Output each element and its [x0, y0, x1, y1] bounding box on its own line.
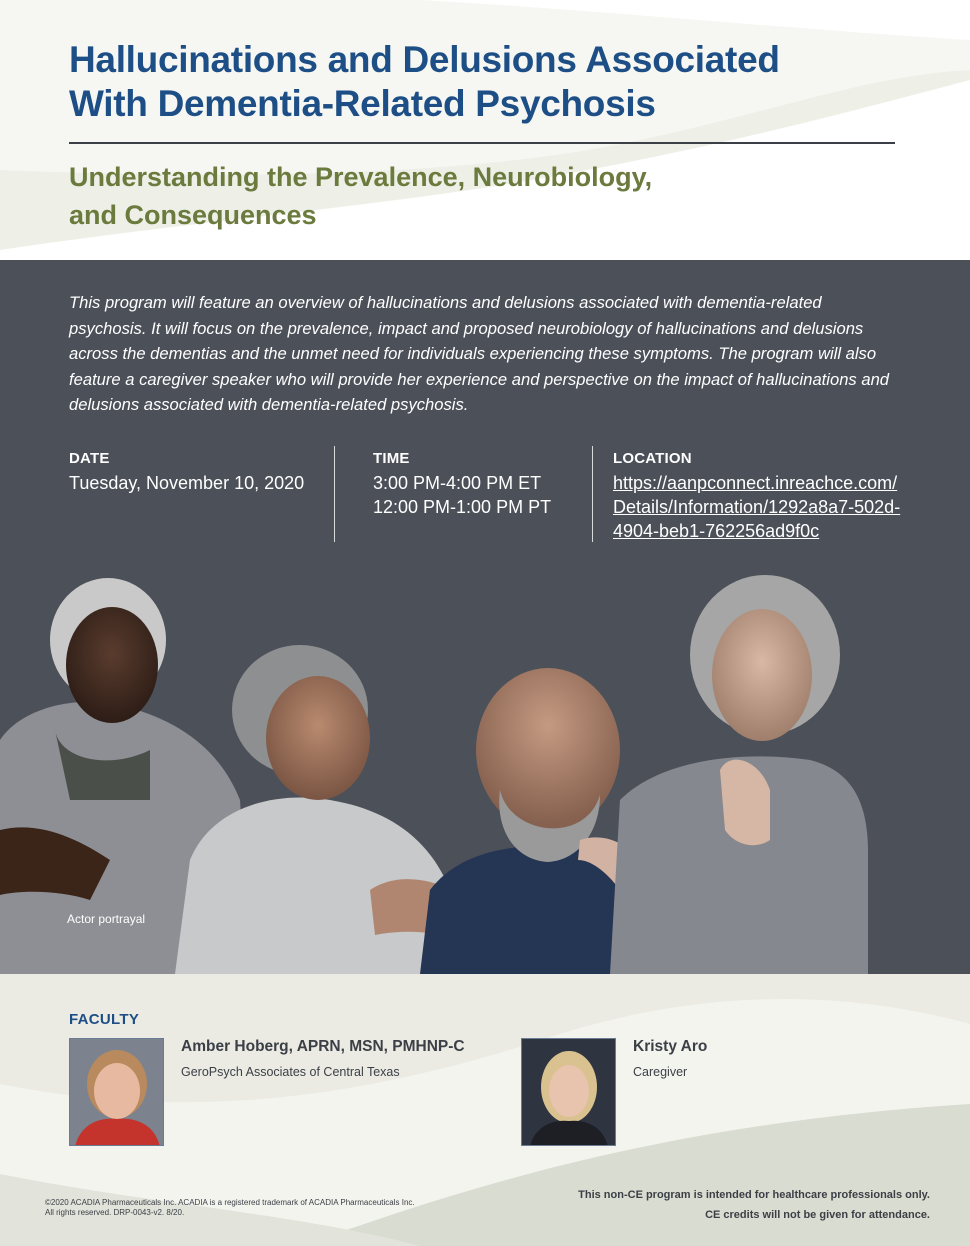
- page-subtitle-line2: and Consequences: [69, 200, 317, 230]
- disclaimer-line: CE credits will not be given for attendance.: [705, 1209, 930, 1221]
- location-block: [613, 450, 903, 543]
- page-title: [69, 38, 909, 126]
- copyright-line: ©2020 ACADIA Pharmaceuticals Inc. ACADIA is a registered trademark of ACADIA Pharmaceuticals Inc.: [45, 1198, 415, 1207]
- program-band: [0, 260, 970, 974]
- info-divider: [334, 446, 335, 542]
- time-et: 3:00 PM-4:00 PM ET: [373, 473, 542, 493]
- copyright-notice: [45, 1198, 465, 1218]
- page-title-line1: Hallucinations and Delusions Associated: [69, 39, 780, 80]
- disclaimer: [510, 1185, 930, 1225]
- faculty-name: Amber Hoberg, APRN, MSN, PMHNP-C: [181, 1038, 465, 1055]
- time-label: TIME: [373, 450, 410, 467]
- disclaimer-line: This non-CE program is intended for healthcare professionals only.: [578, 1189, 930, 1201]
- date-label: DATE: [69, 450, 110, 467]
- group-photo: [0, 560, 970, 974]
- page-subtitle-line1: Understanding the Prevalence, Neurobiology,: [69, 162, 653, 192]
- date-value: Tuesday, November 10, 2020: [69, 473, 305, 493]
- page-title-line2: With Dementia-Related Psychosis: [69, 83, 656, 124]
- faculty-heading: FACULTY: [69, 1011, 140, 1028]
- footer: [0, 974, 970, 1246]
- faculty-affiliation: Caregiver: [633, 1065, 688, 1079]
- program-description: This program will feature an overview of hallucinations and delusions associated with dementia-related psychosis. It will focus on the prevalence, impact and proposed neurobiology of hallucinations and delusions across the dementias and the unmet need for individuals experiencing these symptoms. The program will also feature a caregiver speaker who will provide her experience and perspective on the impact of hallucinations and delusions associated with dementia-related psychosis.: [69, 293, 890, 415]
- photo-caption: Actor portrayal: [67, 912, 146, 926]
- title-divider: [69, 142, 895, 144]
- info-divider: [592, 446, 593, 542]
- faculty-affiliation: GeroPsych Associates of Central Texas: [181, 1065, 400, 1079]
- faculty-name: Kristy Aro: [633, 1038, 708, 1055]
- copyright-line: All rights reserved. DRP-0043-v2. 8/20.: [45, 1208, 185, 1217]
- time-block: [373, 450, 583, 519]
- faculty-avatar: [521, 1038, 616, 1146]
- time-pt: 12:00 PM-1:00 PM PT: [373, 497, 552, 517]
- location-link[interactable]: https://aanpconnect.inreachce.com/Details/Information/1292a8a7-502d-4904-beb1-762256ad9f0c: [613, 473, 901, 541]
- page-subtitle: [69, 158, 769, 234]
- location-label: LOCATION: [613, 450, 692, 467]
- faculty-avatar: [69, 1038, 164, 1146]
- date-block: [69, 450, 319, 495]
- header: [0, 0, 970, 260]
